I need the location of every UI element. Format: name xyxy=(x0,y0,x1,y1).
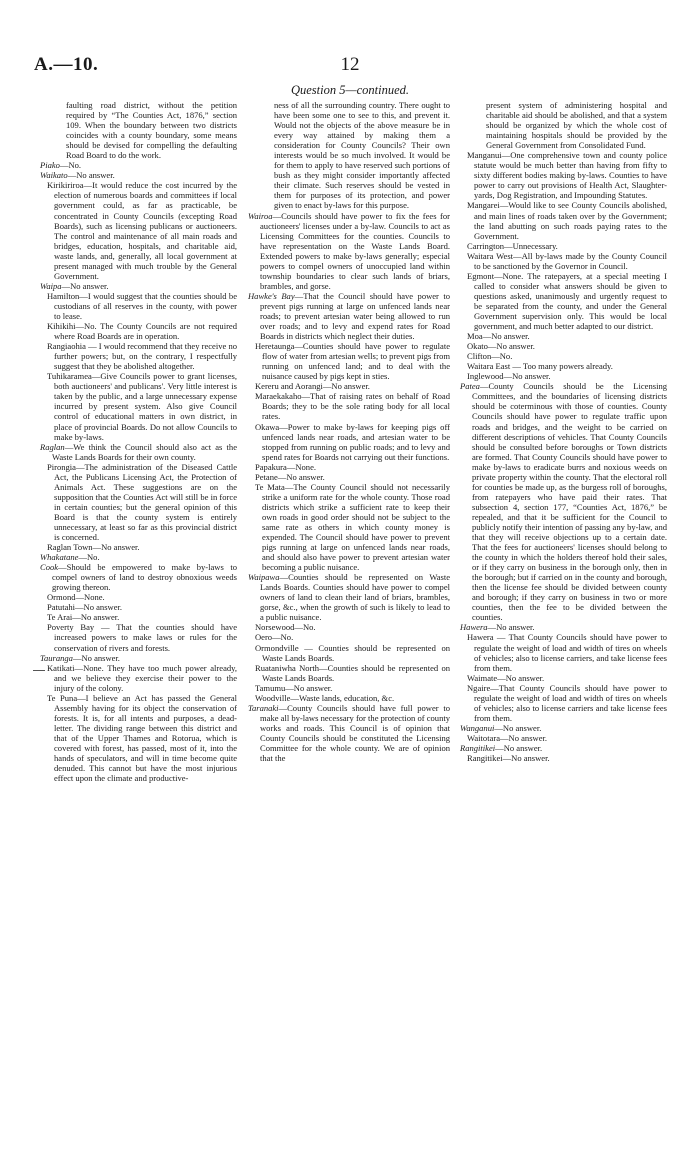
entry-text: Waitotara—No answer. xyxy=(467,732,548,743)
entry-text: Te Arai—No answer. xyxy=(47,612,120,623)
entry-text: Ngaire—That County Councils should have power to regulate the weight of load and width of tires on wheels of vehicles; also to license carriers and take license fees from them. xyxy=(467,682,667,723)
entry-text: Waitara West—All by-laws made by the County Council to be sanctioned by the Governor in Council. xyxy=(467,250,667,271)
county-name: Tauranga xyxy=(40,652,73,663)
entry-text: —No answer. xyxy=(494,722,542,733)
entry-text: Waimate—No answer. xyxy=(467,672,545,683)
entry-paragraph xyxy=(248,462,450,472)
entry-paragraph xyxy=(460,723,667,733)
entry-paragraph xyxy=(460,622,667,632)
entry-paragraph xyxy=(248,703,450,763)
entry-paragraph xyxy=(460,351,667,361)
entry-paragraph xyxy=(40,592,237,602)
entry-paragraph xyxy=(40,281,237,291)
entry-text: Maraekakaho—That of raising rates on behalf of Road Boards; they to be the sole rating body for all local rates. xyxy=(255,391,450,422)
entry-paragraph xyxy=(40,180,237,280)
entry-paragraph xyxy=(40,371,237,441)
entry-text: Manganui—One comprehensive town and county police statute would be much better than having from fifty to sixty different bodies making by-laws. Counties to have power to carry out provisions of Health Act, Slaughter-yards, Dog Registration, and Impounding Statutes. xyxy=(467,150,667,201)
entry-paragraph xyxy=(460,743,667,753)
entry-text: Katikati—None. They have too much power already, and we believe they exercise their power to the injury of the colony. xyxy=(47,662,237,693)
entry-paragraph xyxy=(460,753,667,763)
entry-paragraph xyxy=(248,291,450,341)
entry-text: Ormond—None. xyxy=(47,592,105,603)
entry-text: Inglewood—No answer. xyxy=(467,371,551,382)
entry-paragraph xyxy=(40,612,237,622)
entry-text: Oero—No. xyxy=(255,632,294,643)
margin-mark-icon xyxy=(33,664,45,671)
entry-paragraph xyxy=(248,341,450,381)
entry-text: Hawera — That County Councils should have power to regulate the weight of load and width of tires on wheels of vehicles; also to license carriers, and take license fees from them. xyxy=(467,632,667,673)
county-name: Hawke's Bay xyxy=(248,290,295,301)
entry-text: Hamilton—I would suggest that the counties should be custodians of all reserves in the county, with power to lease. xyxy=(47,290,237,321)
entry-paragraph xyxy=(460,683,667,723)
entry-paragraph xyxy=(460,251,667,271)
document-code: A.—10. xyxy=(34,54,99,75)
entry-text: Rangitikei—No answer. xyxy=(467,753,550,764)
entry-text: Mangarei—Would like to see County Councils abolished, and main lines of roads taken over by the Government; the land abutting on such roads paying rates to the Government. xyxy=(467,200,667,241)
entry-text: —No. xyxy=(78,552,100,563)
entry-text: Moa—No answer. xyxy=(467,331,530,342)
entry-paragraph xyxy=(40,291,237,321)
entry-paragraph xyxy=(40,321,237,341)
entry-paragraph xyxy=(248,683,450,693)
entry-text: Waitara East — Too many powers already. xyxy=(467,361,613,372)
entry-text: Okato—No answer. xyxy=(467,341,535,352)
entry-text: —No answer. xyxy=(487,622,535,633)
county-name: Wairoa xyxy=(248,210,273,221)
entry-paragraph xyxy=(460,271,667,331)
entry-paragraph xyxy=(460,241,667,251)
entry-text: Raglan Town—No answer. xyxy=(47,542,140,553)
entry-paragraph xyxy=(40,442,237,462)
entry-text: Kirikiriroa—It would reduce the cost incurred by the election of numerous boards and committees if local government could, as far as practicable, be concentrated in County Councils (excepting Road Boards), such as licensing publicans or auctioneers. The control and maintenance of all main roads and bridges, education, hospitals, and charitable aid, waste lands, and, generally, all local government at present managed with much trouble by the General Government. xyxy=(47,180,237,281)
entry-paragraph xyxy=(248,572,450,622)
entry-paragraph xyxy=(248,622,450,632)
entry-text: present system of administering hospital and charitable aid should be abolished, and that a system should be organized by which the whole cost of maintaining hospitals should be provided by the General Government from Consolidated Fund. xyxy=(486,100,667,151)
entry-paragraph xyxy=(460,381,667,622)
entry-text: Ruataniwha North—Counties should be represented on Waste Lands Boards. xyxy=(255,662,450,683)
text-column-1 xyxy=(40,100,237,783)
county-name: Taranaki xyxy=(248,702,279,713)
section-heading: Question 5—continued. xyxy=(290,83,410,97)
entry-text: Clifton—No. xyxy=(467,351,513,362)
county-name: Raglan xyxy=(40,441,65,452)
entry-paragraph xyxy=(248,663,450,683)
entry-text: Tuhikaramea—Give Councils power to grant licenses, both auctioneers' and publicans'. Very little interest is taken by the public, and a large unnecessary expense incurred by present system. Also give Council control of educational matters in own district, in place of provincial Boards. Do not allow Councils to make by-laws. xyxy=(47,371,237,442)
entry-paragraph xyxy=(40,663,237,693)
entry-text: —Councils should have power to fix the fees for auctioneers' licenses under a by-law. Councils to act as Licensing Committees for the counties. Councils to have representation on the Waste Lands Board. Extended powers to make by-laws generally; especial powers to compel owners of unoccupied land within township boundaries to clear such lands of briars, brambles, and gorse. xyxy=(260,210,450,291)
entry-text: —County Councils should be the Licensing Committees, and the boundaries of licensing districts should be coterminous with those of counties. County Councils should have power to regulate traffic upon roads and bridges, and the weight to be carried on different descriptions of vehicles. That County Councils should be consulted before boroughs or Town districts are formed. That County Councils should have power to make by-laws to eradicate burrs and noxious weeds on private property within the county. That the electoral roll for counties be made up, as the burgess roll of boroughs, from ratepayers who have paid their rates. That subsection 4, section 177, “Counties Act, 1876,” be repealed, and that it be sufficient for the Council to publicly notify their intention of passing any by-law, and that they will receive objections up to a certain date. That the fees for auctioneers' licenses should belong to the county in which the holders thereof hold their sales, or if they carry on business in the borough only, then in the borough; but if carried on in the county and borough, then the license fee should be divided between county and borough; if they carry on business in two or more counties, then the fee to be divided between the counties. xyxy=(472,381,667,623)
entry-text: Norsewood—No. xyxy=(255,622,316,633)
entry-text: Te Puna—I believe an Act has passed the General Assembly having for its object the conservation of forests. It is, for all intents and purposes, a dead-letter. The dividing range between this district and that of the Upper Thames and Rotorua, which is covered with forest, has passed, most of it, into the hands of speculators, and will in time become quite denuded. This cannot but have the most injurious effect upon the climate and productive- xyxy=(47,692,237,784)
entry-text: Woodville—Waste lands, education, &c. xyxy=(255,692,395,703)
entry-paragraph xyxy=(460,331,667,341)
entry-text: Petane—No answer. xyxy=(255,471,325,482)
entry-text: —We think the Council should also act as the Waste Lands Boards for their own county. xyxy=(52,441,237,462)
text-column-2 xyxy=(248,100,450,763)
entry-text: —County Councils should have full power to make all by-laws necessary for the protection of county works and roads. This Council is of opinion that County Councils should be constituted the Licensing Committee for the whole county. We are of opinion that the xyxy=(260,702,450,764)
entry-text: —No answer. xyxy=(61,280,109,291)
page-number: 12 xyxy=(340,54,360,75)
entry-text: —No answer. xyxy=(72,652,120,663)
entry-paragraph xyxy=(40,462,237,542)
entry-text: —No. xyxy=(59,160,82,171)
county-name: Waipawa xyxy=(248,572,280,583)
entry-text: —No answer. xyxy=(67,170,115,181)
entry-paragraph xyxy=(248,422,450,462)
entry-paragraph xyxy=(248,211,450,291)
entry-text: —Counties should be represented on Waste Lands Boards. Counties should have power to compel owners of land to clean their land of briars, brambles, gorse, &c., when the growth of such is likely to lead to a public nuisance. xyxy=(260,572,450,623)
entry-paragraph xyxy=(248,693,450,703)
entry-text: —That the Council should have power to prevent pigs running at large on unfenced lands near roads; to prevent artesian water being allowed to run over roads; and to levy and expend rates for Road Boards in districts which neglect their duties. xyxy=(260,290,450,342)
entry-text: Patutahi—No answer. xyxy=(47,602,123,613)
entry-paragraph xyxy=(248,632,450,642)
entry-paragraph xyxy=(248,100,450,211)
entry-text: Ormondville — Counties should be represented on Waste Lands Boards. xyxy=(255,642,450,663)
county-name: Waikato xyxy=(40,170,68,181)
entry-paragraph xyxy=(460,200,667,240)
entry-text: —Should be empowered to make by-laws to compel owners of land to destroy obnoxious weeds growing thereon. xyxy=(52,562,237,593)
entry-text: Egmont—None. The ratepayers, at a special meeting I called to consider what answers should be given to questions asked, unanimously and urgently request to be separated from the county, and under the General Government supervision only. This would be local government, and much better adapted to our district. xyxy=(467,270,667,332)
entry-paragraph xyxy=(248,381,450,391)
entry-paragraph xyxy=(460,673,667,683)
entry-text: Papakura—None. xyxy=(255,461,316,472)
entry-paragraph xyxy=(460,632,667,672)
entry-text: Kereru and Aorangi—No answer. xyxy=(255,381,370,392)
entry-text: —No answer. xyxy=(495,743,543,753)
entry-text: Kihikihi—No. The County Councils are not required where Road Boards are in operation. xyxy=(47,321,237,342)
county-name: Hawera xyxy=(460,622,488,633)
entry-text: Poverty Bay — That the counties should have increased powers to make laws or rules for the conservation of rivers and forests. xyxy=(47,622,237,653)
entry-paragraph xyxy=(248,643,450,663)
county-name: Whakatane xyxy=(40,552,79,563)
entry-text: faulting road district, without the petition required by “The Counties Act, 1876,” section 109. When the boundary between two districts coincides with a county boundary, some means should be devised for compelling the defaulting Road Board to do the work. xyxy=(66,100,237,161)
entry-text: Heretaunga—Counties should have power to regulate flow of water from artesian wells; to prevent pigs from running on unfenced land; and to deal with the nuisance caused by pigs kept in sties. xyxy=(255,341,450,382)
entry-paragraph xyxy=(460,100,667,150)
entry-text: Te Mata—The County Council should not necessarily strike a uniform rate for the whole county. Those road districts which strike a sufficient rate to keep their own roads in good order should not be subject to the same rate as others in which county money is expended. The Council should have power to prevent pigs running at large on unfenced lands near roads, and should also have power to prevent artesian water becoming a public nuisance. xyxy=(255,481,450,573)
entry-text: Rangiaohia — I would recommend that they receive no further powers; but, on the contrary, I respectfully suggest that they be abolished altogether. xyxy=(47,341,237,372)
county-name: Cook xyxy=(40,562,59,573)
entry-paragraph xyxy=(460,361,667,371)
entry-text: Tamumu—No answer. xyxy=(255,682,333,693)
entry-paragraph xyxy=(460,733,667,743)
county-name: Patea xyxy=(460,381,480,392)
entry-paragraph xyxy=(248,482,450,572)
entry-paragraph xyxy=(460,371,667,381)
entry-paragraph xyxy=(40,341,237,371)
entry-text: Pirongia—The administration of the Diseased Cattle Act, the Publicans Licensing Act, the Protection of Animals Act. These suggestions are on the supposition that the Counties Act will still be in force in certain counties; but the general opinion of this Board is that the county system is entirely unnecessary, at least so far as this provincial district is concerned. xyxy=(47,461,237,543)
entry-paragraph xyxy=(40,602,237,612)
county-name: Wanganui xyxy=(460,722,495,733)
entry-paragraph xyxy=(40,542,237,552)
entry-paragraph xyxy=(40,622,237,652)
county-name: Waipa xyxy=(40,280,62,291)
entry-paragraph xyxy=(460,150,667,200)
entry-paragraph xyxy=(40,160,237,170)
entry-paragraph xyxy=(40,100,237,160)
entry-paragraph xyxy=(40,552,237,562)
entry-paragraph xyxy=(40,562,237,592)
text-column-3 xyxy=(460,100,667,763)
entry-paragraph xyxy=(460,341,667,351)
entry-paragraph xyxy=(248,472,450,482)
entry-paragraph xyxy=(40,653,237,663)
entry-text: Okawa—Power to make by-laws for keeping pigs off unfenced lands near roads, and artesian water to be stopped from running on public roads; and to levy and spend rates for Boards not carrying out their functions. xyxy=(255,421,450,462)
entry-text: ness of all the surrounding country. There ought to have been some one to see to this, and prevent it. Would not the objects of the above measure be in every way attained by making them a consideration for County Councils? Their own interests would be so much involved. It would be for them to apply to have reserved such portions of bush as they might consider importantly affected their climate. Such reserves should be vested in them for purposes of its protection, and power given to enact by-laws for this purpose. xyxy=(274,100,450,211)
entry-text: Carrington—Unnecessary. xyxy=(467,240,558,251)
entry-paragraph xyxy=(40,170,237,180)
entry-paragraph xyxy=(40,693,237,783)
county-name: Rangitikei xyxy=(460,743,496,753)
county-name: Piako xyxy=(40,160,60,171)
entry-paragraph xyxy=(248,391,450,421)
